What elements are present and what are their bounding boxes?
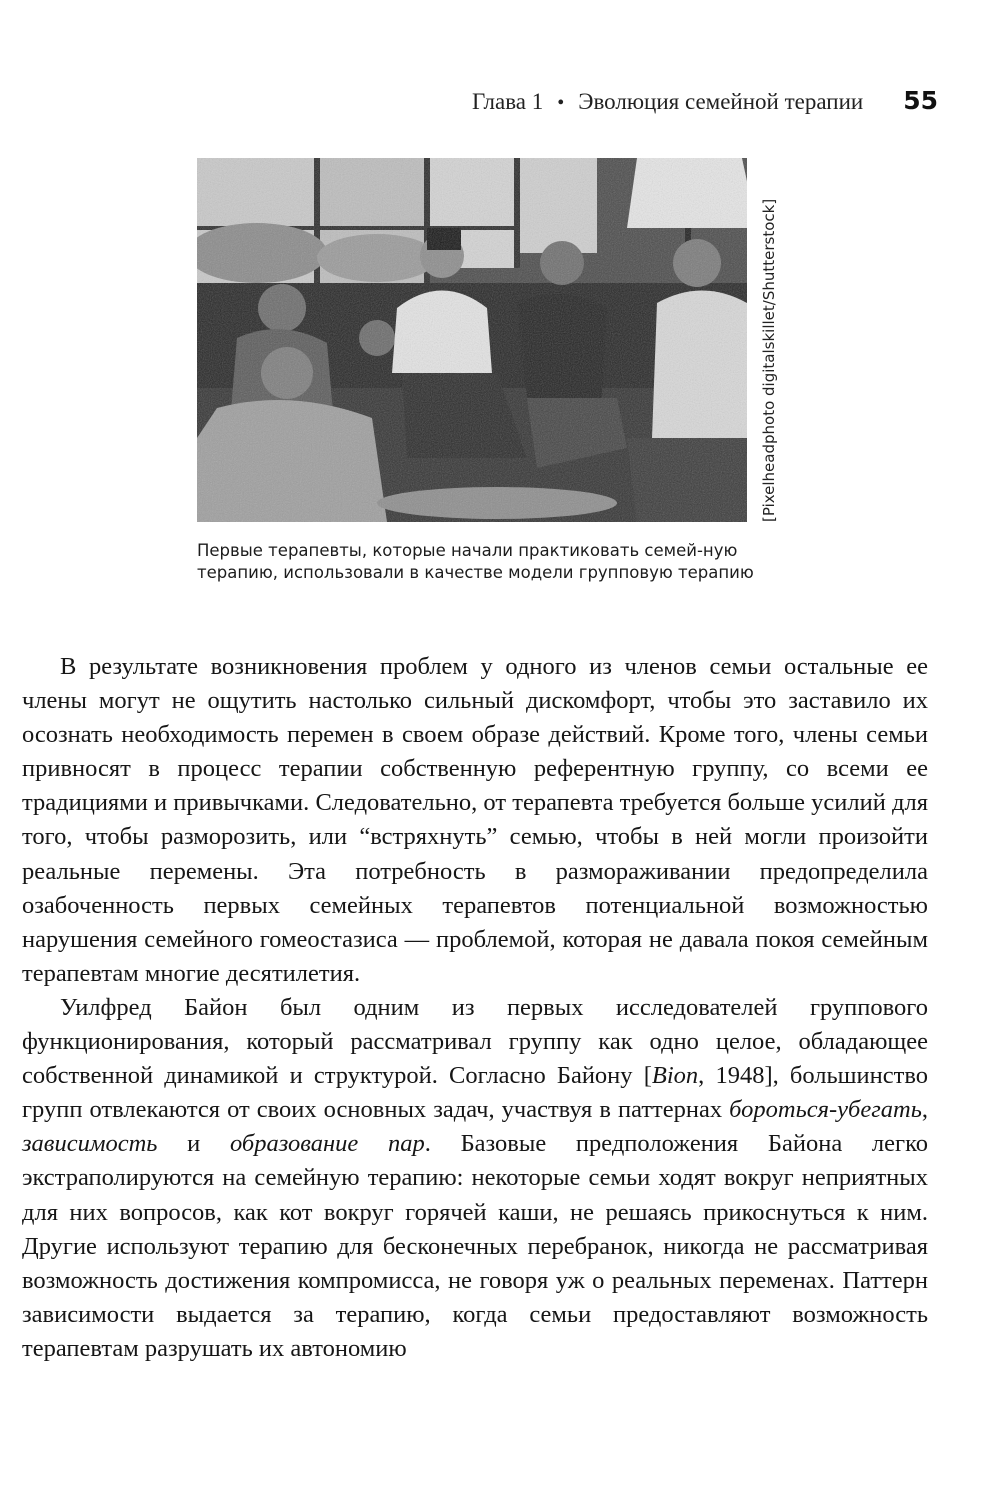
photo-credit (752, 184, 786, 522)
section-title: Эволюция семейной терапии (578, 89, 864, 114)
paragraph-2-end: . Базовые предположения Байона легко экстраполируются на семейную терапию: некоторые семьи ходят вокруг неприятных для них вопросов, как кот вокруг горячей каши, не решаясь прикоснуться к ним. Другие используют терапию для бесконечных перебранок, никогда не рассматривая возможность достижения компромисса, не говоря уж о реальных переменах. Паттерн зависимости выдается за терапию, когда семьи предоставляют возможность терапевтам разрушать их автономию (22, 1130, 928, 1362)
term-pairing: образование пар (230, 1130, 425, 1158)
photo-credit-text: [Pixelheadphoto digitalskillet/Shutterstock] (760, 198, 778, 522)
term-separator-2: и (157, 1130, 230, 1158)
citation-rest: , 1948], большинство групп отвлекаются от своих основных задач, участвуя в паттернах (22, 1062, 928, 1124)
page-number: 55 (903, 86, 938, 115)
paragraph-2 (22, 991, 928, 1366)
term-dependency: зависимость (22, 1130, 158, 1158)
term-separator-1: , (921, 1096, 928, 1124)
paragraph-2-start: Уилфред Байон был одним из первых исследователей группового функционирования, который рассматривал группу как одно целое, обладающее собственной динамикой и структурой. Согласно Байону [ (22, 993, 928, 1090)
group-therapy-photo (197, 158, 747, 522)
body-text (22, 650, 928, 1366)
header-bullet: • (557, 92, 565, 114)
paragraph-1: В результате возникновения проблем у одного из членов семьи остальные ее члены могут не ощутить настолько сильный дискомфорт, чтобы это заставило их осознать необходимость перемен в своем образе действий. Кроме того, члены семьи привносят в процесс терапии собственную референтную группу, со всеми ее традициями и привычками. Следовательно, от терапевта требуется больше усилий для того, чтобы разморозить, или “встряхнуть” семью, чтобы в ней могли произойти реальные перемены. Эта потребность в размораживании предопределила озабоченность первых семейных терапевтов потенциальной возможностью нарушения семейного гомеостазиса — проблемой, которая не давала покоя семейным терапевтам многие десятилетия. (22, 653, 928, 987)
term-fight-flight: бороться-убегать (729, 1096, 922, 1124)
running-head (472, 86, 938, 115)
citation-author: Bion (651, 1062, 699, 1090)
figure-caption: Первые терапевты, которые начали практиковать семей-ную терапию, использовали в качестве модели групповую терапию (197, 541, 754, 582)
chapter-label: Глава 1 (471, 89, 544, 114)
photo-illustration (197, 158, 747, 522)
